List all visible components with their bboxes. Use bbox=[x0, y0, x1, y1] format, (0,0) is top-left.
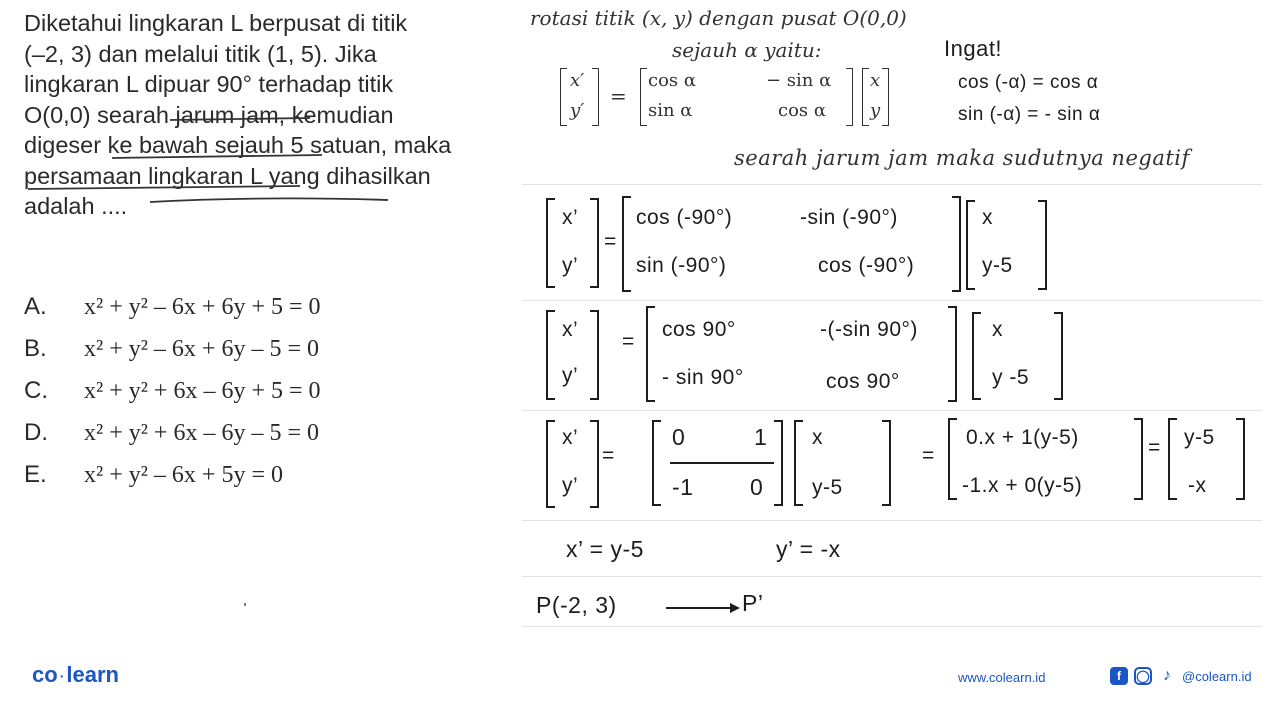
problem-line-1: Diketahui lingkaran L berpusat di titik bbox=[24, 10, 408, 36]
stray-mark bbox=[244, 603, 246, 606]
step3-product-bracket-left bbox=[948, 418, 957, 500]
step2-vector-bracket-left bbox=[972, 312, 981, 400]
problem-line-7: adalah .... bbox=[24, 193, 128, 219]
step2-lhs-bracket-right bbox=[590, 310, 599, 400]
formula-equals: = bbox=[610, 84, 627, 108]
choice-equation: x² + y² – 6x + 6y – 5 = 0 bbox=[84, 336, 319, 362]
choice-c[interactable] bbox=[24, 370, 321, 412]
choice-a[interactable] bbox=[24, 286, 321, 328]
step3-matrix-bracket-left bbox=[652, 420, 661, 506]
choice-e[interactable] bbox=[24, 454, 321, 496]
step3-equals-1: = bbox=[602, 444, 615, 467]
step3-vector-bracket-left bbox=[794, 420, 803, 506]
formula-vec-y: y bbox=[870, 100, 881, 121]
step2-equals: = bbox=[622, 330, 635, 353]
problem-line-5: digeser ke bawah sejauh 5 satuan, maka bbox=[24, 132, 452, 158]
step3-product-bottom: -1.x + 0(y-5) bbox=[962, 474, 1083, 497]
step3-matrix-bracket-right bbox=[774, 420, 783, 506]
step1-vector-bracket-left bbox=[966, 200, 975, 290]
step2-m22: cos 90° bbox=[826, 370, 900, 393]
step1-m22: cos (-90°) bbox=[818, 254, 915, 277]
separator-6 bbox=[522, 626, 1262, 627]
step1-lhs-bracket-right bbox=[590, 198, 599, 288]
step3-lhs-bracket-left bbox=[546, 420, 555, 508]
step3-equals-2: = bbox=[922, 444, 935, 467]
logo-dot: · bbox=[59, 668, 65, 685]
step1-matrix-bracket-right bbox=[952, 196, 961, 292]
choice-equation: x² + y² + 6x – 6y – 5 = 0 bbox=[84, 420, 319, 446]
step2-m21: - sin 90° bbox=[662, 366, 744, 389]
result-x: x’ = y-5 bbox=[566, 536, 644, 562]
tiktok-icon[interactable]: ♪ bbox=[1163, 667, 1171, 684]
step1-m12: -sin (-90°) bbox=[800, 206, 898, 229]
step2-matrix-bracket-left bbox=[646, 306, 655, 402]
formula-bracket-left bbox=[560, 68, 567, 126]
step3-lhs-bracket-right bbox=[590, 420, 599, 508]
step1-vec-x: x bbox=[982, 206, 993, 229]
step1-lhs-x: x’ bbox=[562, 206, 579, 229]
step3-product-top: 0.x + 1(y-5) bbox=[966, 426, 1079, 449]
step3-m11: 0 bbox=[672, 424, 686, 450]
step3-result-bottom: -x bbox=[1188, 474, 1207, 497]
choice-d[interactable] bbox=[24, 412, 321, 454]
formula-vec-x: x bbox=[870, 70, 881, 91]
formula-vector-bracket-left bbox=[862, 68, 869, 126]
step1-lhs-y: y’ bbox=[562, 254, 579, 277]
clockwise-note: searah jarum jam maka sudutnya negatif bbox=[734, 146, 1190, 170]
social-links bbox=[1110, 667, 1252, 685]
logo-left: co bbox=[32, 662, 58, 687]
formula-m22: cos α bbox=[778, 100, 827, 121]
instagram-icon[interactable]: ◯ bbox=[1134, 667, 1152, 685]
separator-1 bbox=[522, 184, 1262, 185]
problem-underlines bbox=[0, 0, 520, 230]
step3-result-bracket-right bbox=[1236, 418, 1245, 500]
step3-lhs-x: x’ bbox=[562, 426, 579, 449]
problem-line-2: (–2, 3) dan melalui titik (1, 5). Jika bbox=[24, 40, 377, 67]
step3-m22: 0 bbox=[750, 474, 764, 500]
social-handle[interactable]: @colearn.id bbox=[1182, 668, 1252, 684]
facebook-icon[interactable]: f bbox=[1110, 667, 1128, 685]
ingat-title: Ingat! bbox=[944, 36, 1003, 61]
separator-3 bbox=[522, 410, 1262, 411]
logo-right: learn bbox=[66, 662, 119, 687]
formula-lhs-x: x′ bbox=[570, 70, 585, 91]
step2-m11: cos 90° bbox=[662, 318, 736, 341]
step3-result-top: y-5 bbox=[1184, 426, 1215, 449]
step1-matrix-bracket-left bbox=[622, 196, 631, 292]
step1-lhs-bracket-left bbox=[546, 198, 555, 288]
separator-5 bbox=[522, 576, 1262, 577]
step3-vec-y: y-5 bbox=[812, 476, 843, 499]
ingat-line-1: cos (-α) = cos α bbox=[958, 72, 1099, 93]
step2-lhs-x: x’ bbox=[562, 318, 579, 341]
step1-vec-y: y-5 bbox=[982, 254, 1013, 277]
formula-lhs-y: y′ bbox=[570, 100, 585, 121]
separator-4 bbox=[522, 520, 1262, 521]
formula-matrix-bracket-left bbox=[640, 68, 647, 126]
step2-m12: -(-sin 90°) bbox=[820, 318, 918, 341]
step2-vec-y: y -5 bbox=[992, 366, 1030, 389]
step3-lhs-y: y’ bbox=[562, 474, 579, 497]
ingat-line-2: sin (-α) = - sin α bbox=[958, 104, 1101, 125]
problem-line-4: O(0,0) searah jarum jam, kemudian bbox=[24, 101, 394, 128]
step3-vec-x: x bbox=[812, 426, 823, 449]
step1-equals: = bbox=[604, 230, 617, 253]
choice-equation: x² + y² – 6x + 5y = 0 bbox=[84, 462, 283, 488]
point-from: P(-2, 3) bbox=[536, 592, 617, 618]
step2-lhs-y: y’ bbox=[562, 364, 579, 387]
step2-vector-bracket-right bbox=[1054, 312, 1063, 400]
formula-vector-bracket-right bbox=[882, 68, 889, 126]
step3-product-bracket-right bbox=[1134, 418, 1143, 500]
website-link[interactable]: www.colearn.id bbox=[958, 670, 1046, 685]
choice-equation: x² + y² – 6x + 6y + 5 = 0 bbox=[84, 294, 321, 320]
step2-lhs-bracket-left bbox=[546, 310, 555, 400]
choice-equation: x² + y² + 6x – 6y + 5 = 0 bbox=[84, 378, 321, 404]
step1-m21: sin (-90°) bbox=[636, 254, 727, 277]
formula-m12: − sin α bbox=[766, 70, 832, 91]
step3-equals-3: = bbox=[1148, 436, 1161, 459]
choice-letter: E. bbox=[24, 461, 47, 488]
step3-m21: -1 bbox=[672, 474, 694, 500]
step3-m12: 1 bbox=[754, 424, 768, 450]
step3-result-bracket-left bbox=[1168, 418, 1177, 500]
problem-line-6: persamaan lingkaran L yang dihasilkan bbox=[24, 162, 431, 189]
formula-matrix-bracket-right bbox=[846, 68, 853, 126]
separator-2 bbox=[522, 300, 1262, 301]
step2-vec-x: x bbox=[992, 318, 1003, 341]
problem-line-3: lingkaran L dipuar 90° terhadap titik bbox=[24, 71, 394, 97]
step3-matrix-strike bbox=[670, 462, 774, 464]
colearn-logo bbox=[32, 662, 119, 688]
choice-letter: A. bbox=[24, 293, 47, 320]
choice-letter: D. bbox=[24, 419, 48, 446]
formula-m21: sin α bbox=[648, 100, 693, 121]
choice-letter: B. bbox=[24, 335, 47, 362]
step1-m11: cos (-90°) bbox=[636, 206, 733, 229]
answer-choices bbox=[24, 286, 321, 496]
formula-m11: cos α bbox=[648, 70, 697, 91]
rotation-title: rotasi titik (x, y) dengan pusat O(0,0) bbox=[530, 6, 907, 30]
choice-b[interactable] bbox=[24, 328, 321, 370]
choice-letter: C. bbox=[24, 377, 48, 404]
arrow-icon bbox=[664, 598, 744, 618]
step2-matrix-bracket-right bbox=[948, 306, 957, 402]
step3-vector-bracket-right bbox=[882, 420, 891, 506]
point-to: P’ bbox=[742, 590, 764, 616]
result-y: y’ = -x bbox=[776, 536, 841, 562]
formula-bracket-right bbox=[592, 68, 599, 126]
rotation-subtitle: sejauh α yaitu: bbox=[672, 38, 822, 62]
step1-vector-bracket-right bbox=[1038, 200, 1047, 290]
